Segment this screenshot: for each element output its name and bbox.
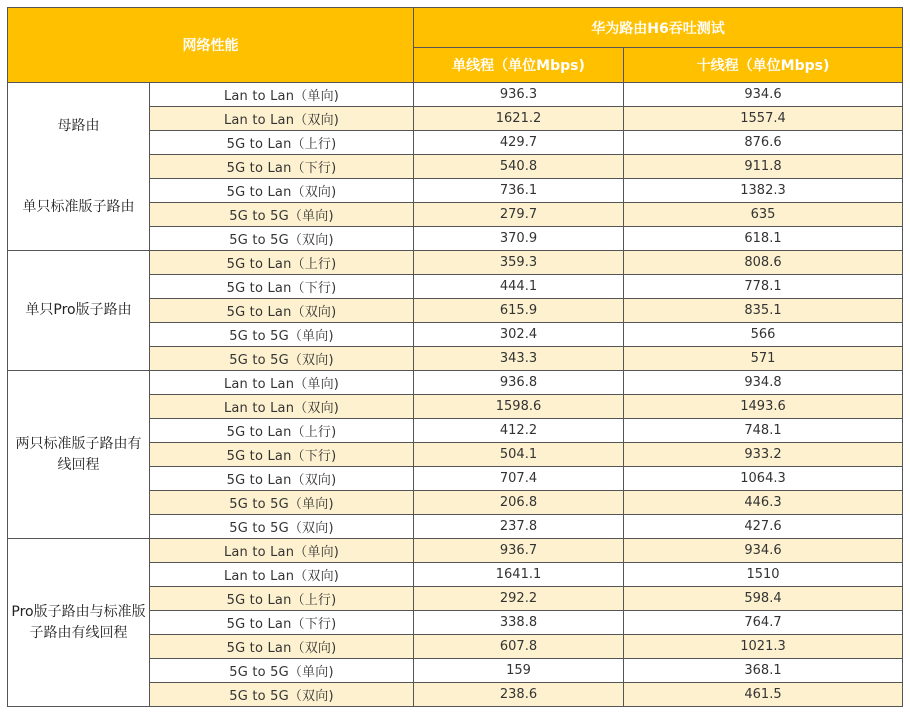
ten-thread-value: 566 [624, 323, 903, 347]
single-thread-value: 707.4 [414, 467, 624, 491]
ten-thread-value: 635 [624, 203, 903, 227]
test-type-cell: Lan to Lan（双向) [150, 563, 414, 587]
single-thread-value: 1641.1 [414, 563, 624, 587]
ten-thread-value: 1064.3 [624, 467, 903, 491]
test-type-cell: 5G to Lan（上行) [150, 587, 414, 611]
ten-thread-value: 934.6 [624, 83, 903, 107]
test-type-cell: 5G to Lan（双向) [150, 467, 414, 491]
group-label: 母路由 [57, 117, 100, 134]
ten-thread-value: 934.6 [624, 539, 903, 563]
single-thread-value: 615.9 [414, 299, 624, 323]
ten-thread-value: 933.2 [624, 443, 903, 467]
test-type-cell: 5G to 5G（单向) [150, 659, 414, 683]
throughput-table [7, 7, 903, 707]
ten-thread-value: 835.1 [624, 299, 903, 323]
single-thread-value: 936.3 [414, 83, 624, 107]
group-label: Pro版子路由与标准版子路由有线回程 [11, 603, 146, 641]
single-thread-value: 370.9 [414, 227, 624, 251]
ten-thread-value: 764.7 [624, 611, 903, 635]
ten-thread-value: 446.3 [624, 491, 903, 515]
ten-thread-value: 368.1 [624, 659, 903, 683]
test-type-cell: 5G to Lan（下行) [150, 155, 414, 179]
group-label: 单只Pro版子路由 [25, 302, 132, 318]
single-thread-value: 540.8 [414, 155, 624, 179]
single-thread-value: 412.2 [414, 419, 624, 443]
single-thread-value: 1598.6 [414, 395, 624, 419]
test-type-cell: 5G to Lan（上行) [150, 419, 414, 443]
ten-thread-value: 808.6 [624, 251, 903, 275]
single-thread-value: 238.6 [414, 683, 624, 707]
test-type-cell: 5G to 5G（双向) [150, 683, 414, 707]
ten-thread-value: 461.5 [624, 683, 903, 707]
test-type-cell: 5G to Lan（上行) [150, 131, 414, 155]
group-label: 两只标准版子路由有线回程 [15, 435, 142, 473]
test-type-cell: 5G to 5G（单向) [150, 491, 414, 515]
single-thread-value: 292.2 [414, 587, 624, 611]
single-thread-value: 206.8 [414, 491, 624, 515]
ten-thread-value: 934.8 [624, 371, 903, 395]
ten-thread-value: 618.1 [624, 227, 903, 251]
ten-thread-value: 778.1 [624, 275, 903, 299]
network-performance-header: 网络性能 [8, 8, 414, 83]
single-thread-header: 单线程（单位Mbps) [414, 48, 624, 83]
test-type-cell: 5G to Lan（下行) [150, 611, 414, 635]
table-row [8, 83, 903, 107]
test-type-cell: 5G to 5G（双向) [150, 227, 414, 251]
group-label-cell [8, 83, 150, 251]
test-type-cell: Lan to Lan（单向) [150, 83, 414, 107]
table-row [8, 251, 903, 275]
single-thread-value: 237.8 [414, 515, 624, 539]
group-label: 单只标准版子路由 [22, 198, 135, 215]
single-thread-value: 343.3 [414, 347, 624, 371]
ten-thread-value: 911.8 [624, 155, 903, 179]
single-thread-value: 1621.2 [414, 107, 624, 131]
single-thread-value: 359.3 [414, 251, 624, 275]
test-type-cell: 5G to 5G（单向) [150, 203, 414, 227]
test-type-cell: 5G to 5G（单向) [150, 323, 414, 347]
ten-thread-header: 十线程（单位Mbps) [624, 48, 903, 83]
ten-thread-value: 748.1 [624, 419, 903, 443]
single-thread-value: 607.8 [414, 635, 624, 659]
single-thread-value: 429.7 [414, 131, 624, 155]
ten-thread-value: 876.6 [624, 131, 903, 155]
test-type-cell: Lan to Lan（双向) [150, 395, 414, 419]
test-type-cell: 5G to 5G（双向) [150, 515, 414, 539]
test-type-cell: 5G to Lan（下行) [150, 275, 414, 299]
table-row [8, 371, 903, 395]
single-thread-value: 936.7 [414, 539, 624, 563]
table-row [8, 539, 903, 563]
table-body [8, 83, 903, 707]
ten-thread-value: 598.4 [624, 587, 903, 611]
test-type-cell: 5G to Lan（双向) [150, 179, 414, 203]
group-label-cell [8, 539, 150, 707]
test-type-cell: Lan to Lan（单向) [150, 371, 414, 395]
single-thread-value: 279.7 [414, 203, 624, 227]
group-label-cell [8, 251, 150, 371]
test-type-cell: 5G to Lan（双向) [150, 299, 414, 323]
ten-thread-value: 571 [624, 347, 903, 371]
group-label-cell [8, 371, 150, 539]
test-type-cell: 5G to 5G（双向) [150, 347, 414, 371]
test-type-cell: 5G to Lan（双向) [150, 635, 414, 659]
single-thread-value: 338.8 [414, 611, 624, 635]
test-type-cell: 5G to Lan（下行) [150, 443, 414, 467]
ten-thread-value: 1493.6 [624, 395, 903, 419]
ten-thread-value: 1557.4 [624, 107, 903, 131]
single-thread-value: 302.4 [414, 323, 624, 347]
test-title-header: 华为路由H6吞吐测试 [414, 8, 903, 48]
test-type-cell: 5G to Lan（上行) [150, 251, 414, 275]
ten-thread-value: 1510 [624, 563, 903, 587]
single-thread-value: 736.1 [414, 179, 624, 203]
test-type-cell: Lan to Lan（单向) [150, 539, 414, 563]
single-thread-value: 444.1 [414, 275, 624, 299]
ten-thread-value: 427.6 [624, 515, 903, 539]
single-thread-value: 936.8 [414, 371, 624, 395]
single-thread-value: 159 [414, 659, 624, 683]
single-thread-value: 504.1 [414, 443, 624, 467]
ten-thread-value: 1382.3 [624, 179, 903, 203]
ten-thread-value: 1021.3 [624, 635, 903, 659]
test-type-cell: Lan to Lan（双向) [150, 107, 414, 131]
